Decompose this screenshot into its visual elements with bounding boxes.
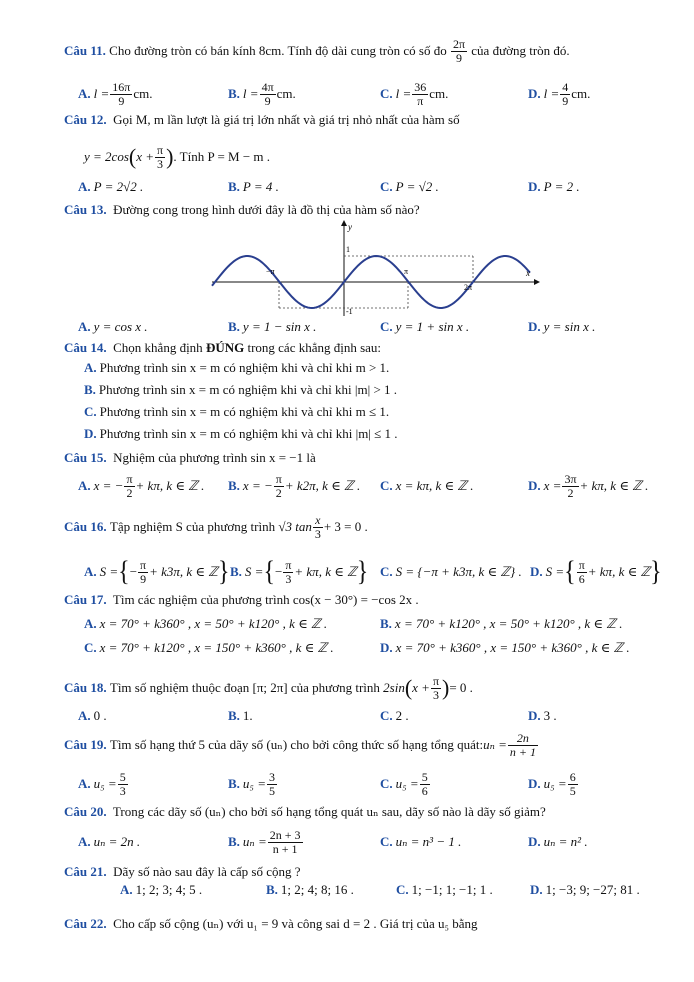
options-q19 [78,764,678,804]
option-a[interactable]: A. P = 2√2 . [78,179,144,194]
option-b[interactable]: B. 1. [228,708,253,723]
question-18: Câu 18. Tìm số nghiệm thuộc đoạn [π; 2π] của phương trình 2sin ( x + $\frac{\pi}{3}$ ) = 0 . [64,673,473,702]
x-axis-label: x [526,268,530,278]
question-20: Câu 20. Trong các dãy số (uₙ) cho bởi số hạng tổng quát uₙ sau, dãy số nào là dãy số giảm? [64,804,546,819]
question-17: Câu 17. Tìm các nghiệm của phương trình cos(x − 30°) = −cos 2x . [64,592,419,607]
option-b[interactable]: B. u₅ = $\frac{3}{5}$ [228,769,275,798]
option-b[interactable]: B. S = { − $\frac{\pi}{3}$ + kπ, k ∈ ℤ } [230,555,369,587]
option-a[interactable]: A. l = $\frac{16\pi}{9}$ cm. [78,79,153,108]
question-text: Đường cong trong hình dưới đây là đồ thị của hàm số nào? [113,202,420,217]
option-b[interactable]: B. P = 4 . [228,179,279,194]
option-d[interactable]: D. P = 2 . [528,179,580,194]
option-c[interactable]: C. x = kπ, k ∈ ℤ . [380,478,474,493]
option-a[interactable]: A. y = cos x . [78,319,148,334]
option-c[interactable]: C. u₅ = $\frac{5}{6}$ [380,769,428,798]
options-q16 [84,552,684,592]
question-19: Câu 19. Tìm số hạng thứ 5 của dãy số (uₙ) cho bởi công thức số hạng tổng quát: uₙ = $\frac{2n}{n + 1}$ [64,730,536,759]
option-c[interactable]: C. 2 . [380,708,409,723]
question-label: Câu 21. [64,864,107,879]
option-c[interactable]: C. S = {−π + k3π, k ∈ ℤ} . [380,564,522,579]
question-22: Câu 22. Cho cấp số cộng (uₙ) với u₁ = 9 và công sai d = 2 . Giá trị của u₅ bằng [64,916,478,931]
option-b[interactable]: B. y = 1 − sin x . [228,319,317,334]
option-c[interactable]: C. uₙ = n³ − 1 . [380,834,462,849]
option-a[interactable]: A. x = 70° + k360° , x = 50° + k120° , k ∈ ℤ . [84,616,328,631]
y-axis-arrow [341,220,347,226]
option-a[interactable]: A. S = { − $\frac{\pi}{9}$ + k3π, k ∈ ℤ } [84,555,230,587]
options-q13 [78,316,678,338]
question-label: Câu 16. [64,519,107,534]
tick-pi: π [404,267,409,276]
option-a[interactable]: A. 1; 2; 3; 4; 5 . [120,882,203,897]
option-c[interactable]: C. 1; −1; 1; −1; 1 . [396,882,493,897]
option-b[interactable]: B. x = − $\frac{\pi}{2}$ + k2π, k ∈ ℤ . [228,471,361,500]
option-d[interactable]: D. S = { $\frac{\pi}{6}$ + kπ, k ∈ ℤ } [530,555,662,587]
x-axis-arrow [534,279,540,285]
question-15: Câu 15. Nghiệm của phương trình sin x = −1 là [64,450,316,465]
option-c[interactable]: C. Phương trình sin x = m có nghiệm khi và chỉ khi m ≤ 1. [84,404,390,419]
tick-minus-one: -1 [346,307,353,316]
tick-neg-pi: −π [266,267,275,276]
option-a[interactable]: A. uₙ = 2n . [78,834,141,849]
question-label: Câu 20. [64,804,107,819]
question-label: Câu 17. [64,592,107,607]
question-16: Câu 16. Tập nghiệm S của phương trình √3 tan $\frac{x}{3}$ + 3 = 0 . [64,512,368,541]
question-text: Cho đường tròn có bán kính 8cm. Tính độ dài cung tròn có số đo [109,43,447,58]
question-label: Câu 12. [64,112,107,127]
question-label: Câu 11. [64,43,106,58]
option-d[interactable]: D. Phương trình sin x = m có nghiệm khi và chỉ khi |m| ≤ 1 . [84,426,398,441]
question-text-tail: của đường tròn đó. [471,43,570,58]
options-q15 [78,466,678,506]
option-d[interactable]: D. x = $\frac{3\pi}{2}$ + kπ, k ∈ ℤ . [528,471,649,500]
question-12 [64,112,460,128]
options-q20 [78,822,678,862]
question-21: Câu 21. Dãy số nào sau đây là cấp số cộng ? [64,864,301,879]
option-d[interactable]: D. x = 70° + k360° , x = 150° + k360° , k ∈ ℤ . [380,640,630,655]
option-b[interactable]: B. Phương trình sin x = m có nghiệm khi và chỉ khi |m| > 1 . [84,382,398,397]
sine-graph [200,218,540,318]
question-13 [64,202,420,218]
option-b[interactable]: B. 1; 2; 4; 8; 16 . [266,882,354,897]
question-label: Câu 22. [64,916,107,931]
option-c[interactable]: C. x = 70° + k120° , x = 150° + k360° , k ∈ ℤ . [84,640,334,655]
option-a[interactable]: A. u₅ = $\frac{5}{3}$ [78,769,126,798]
options-q21 [120,880,694,900]
options-q11 [78,74,678,114]
options-q12 [78,176,678,198]
option-d[interactable]: D. 3 . [528,708,557,723]
function-formula: y = 2cos ( x + $\frac{\pi}{3}$ ) . Tính P = M − m . [84,142,271,171]
option-b[interactable]: B. uₙ = $\frac{2n + 3}{n + 1}$ [228,827,301,856]
question-14: Câu 14. Chọn khẳng định ĐÚNG trong các khẳng định sau: [64,340,382,355]
fraction: $\frac{2\pi}{9}$ [452,36,466,65]
y-axis-label: y [348,222,352,232]
option-c[interactable]: C. l = $\frac{36}{\pi}$ cm. [380,79,449,108]
question-label: Câu 14. [64,340,107,355]
option-a[interactable]: A. 0 . [78,708,107,723]
option-d[interactable]: D. y = sin x . [528,319,596,334]
option-b[interactable]: B. x = 70° + k120° , x = 50° + k120° , k ∈ ℤ . [380,616,623,631]
option-d[interactable]: D. uₙ = n² . [528,834,588,849]
option-c[interactable]: C. y = 1 + sin x . [380,319,470,334]
option-b[interactable]: B. l = $\frac{4\pi}{9}$ cm. [228,79,296,108]
option-d[interactable]: D. u₅ = $\frac{6}{5}$ [528,769,576,798]
question-label: Câu 13. [64,202,107,217]
option-d[interactable]: D. 1; −3; 9; −27; 81 . [530,882,640,897]
question-label: Câu 18. [64,680,107,695]
question-11 [64,36,570,66]
question-text: Gọi M, m lần lượt là giá trị lớn nhất và giá trị nhỏ nhất của hàm số [113,112,460,127]
question-label: Câu 15. [64,450,107,465]
question-label: Câu 19. [64,737,107,752]
option-a[interactable]: A. Phương trình sin x = m có nghiệm khi và chỉ khi m > 1. [84,360,390,375]
option-a[interactable]: A. x = − $\frac{\pi}{2}$ + kπ, k ∈ ℤ . [78,471,205,500]
options-q18 [78,706,678,726]
tick-one: 1 [346,245,350,254]
option-d[interactable]: D. l = $\frac{4}{9}$ cm. [528,79,591,108]
option-c[interactable]: C. P = √2 . [380,179,439,194]
tick-two-pi: 2π [464,283,473,292]
